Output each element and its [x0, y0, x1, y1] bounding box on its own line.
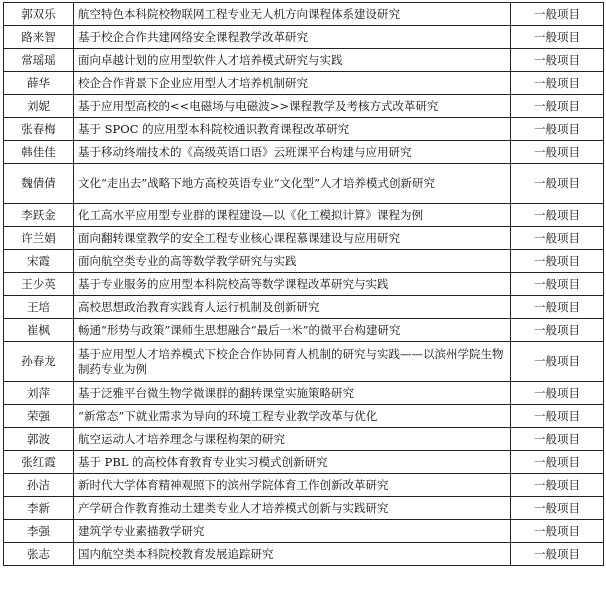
project-category-cell: 一般项目: [511, 227, 604, 250]
table-row: [4, 405, 604, 428]
project-category-cell: 一般项目: [511, 474, 604, 497]
table-row: [4, 49, 604, 72]
project-category-cell: 一般项目: [511, 204, 604, 227]
project-title-cell: 基于应用型高校的<<电磁场与电磁波>>课程教学及考核方式改革研究: [74, 95, 511, 118]
table-row: [4, 72, 604, 95]
project-title-cell: 产学研合作教育推动土建类专业人才培养模式创新与实践研究: [74, 497, 511, 520]
project-title-cell: 新时代大学体育精神观照下的滨州学院体育工作创新改革研究: [74, 474, 511, 497]
table-row: [4, 204, 604, 227]
project-title-cell: 文化“走出去”战略下地方高校英语专业“文化型”人才培养模式创新研究: [74, 164, 511, 204]
project-title-cell: 航空运动人才培养理念与课程构架的研究: [74, 428, 511, 451]
project-category-cell: 一般项目: [511, 273, 604, 296]
applicant-name-cell: 张志: [4, 543, 74, 566]
project-title-cell: 基于 SPOC 的应用型本科院校通识教育课程改革研究: [74, 118, 511, 141]
project-title-cell: 基于泛雅平台微生物学微课群的翻转课堂实施策略研究: [74, 382, 511, 405]
applicant-name-cell: 郭双乐: [4, 3, 74, 26]
project-title-cell: 面向卓越计划的应用型软件人才培养模式研究与实践: [74, 49, 511, 72]
project-title-cell: 基于专业服务的应用型本科院校高等数学课程改革研究与实践: [74, 273, 511, 296]
applicant-name-cell: 李新: [4, 497, 74, 520]
table-row: [4, 520, 604, 543]
project-title-cell: 化工高水平应用型专业群的课程建设—以《化工模拟计算》课程为例: [74, 204, 511, 227]
project-title-cell: 面向航空类专业的高等数学教学研究与实践: [74, 250, 511, 273]
project-category-cell: 一般项目: [511, 3, 604, 26]
table-row: [4, 3, 604, 26]
table-row: [4, 497, 604, 520]
applicant-name-cell: 韩佳佳: [4, 141, 74, 164]
applicant-name-cell: 魏倩倩: [4, 164, 74, 204]
table-row: [4, 227, 604, 250]
applicant-name-cell: 常瑶瑶: [4, 49, 74, 72]
table-row: [4, 164, 604, 204]
table-row: [4, 141, 604, 164]
project-category-cell: 一般项目: [511, 296, 604, 319]
project-category-cell: 一般项目: [511, 118, 604, 141]
applicant-name-cell: 李强: [4, 520, 74, 543]
applicant-name-cell: 孙春龙: [4, 342, 74, 382]
applicant-name-cell: 王培: [4, 296, 74, 319]
applicant-name-cell: 王少英: [4, 273, 74, 296]
table-row: [4, 451, 604, 474]
applicant-name-cell: 郭波: [4, 428, 74, 451]
applicant-name-cell: 张红霞: [4, 451, 74, 474]
project-category-cell: 一般项目: [511, 141, 604, 164]
project-title-cell: 面向翻转课堂教学的安全工程专业核心课程慕课建设与应用研究: [74, 227, 511, 250]
applicant-name-cell: 刘妮: [4, 95, 74, 118]
table-row: [4, 342, 604, 382]
table-row: [4, 273, 604, 296]
project-category-cell: 一般项目: [511, 451, 604, 474]
applicant-name-cell: 薛华: [4, 72, 74, 95]
project-category-cell: 一般项目: [511, 382, 604, 405]
project-category-cell: 一般项目: [511, 342, 604, 382]
applicant-name-cell: 孙洁: [4, 474, 74, 497]
project-category-cell: 一般项目: [511, 26, 604, 49]
project-category-cell: 一般项目: [511, 319, 604, 342]
project-title-cell: 航空特色本科院校物联网工程专业无人机方向课程体系建设研究: [74, 3, 511, 26]
project-title-cell: 基于移动终端技术的《高级英语口语》云班课平台构建与应用研究: [74, 141, 511, 164]
project-title-cell: 国内航空类本科院校教育发展追踪研究: [74, 543, 511, 566]
applicant-name-cell: 许兰娟: [4, 227, 74, 250]
applicant-name-cell: 崔枫: [4, 319, 74, 342]
table-row: [4, 474, 604, 497]
project-table-body: [4, 3, 604, 566]
applicant-name-cell: 张春梅: [4, 118, 74, 141]
table-row: [4, 118, 604, 141]
table-row: [4, 250, 604, 273]
project-title-cell: 校企合作背景下企业应用型人才培养机制研究: [74, 72, 511, 95]
project-title-cell: 基于应用型人才培养模式下校企合作协同育人机制的研究与实践——以滨州学院生物制药专业为例: [74, 342, 511, 382]
table-row: [4, 543, 604, 566]
project-category-cell: 一般项目: [511, 405, 604, 428]
project-title-cell: 畅通“形势与政策”课师生思想融合“最后一米”的微平台构建研究: [74, 319, 511, 342]
project-title-cell: 基于校企合作共建网络安全课程教学改革研究: [74, 26, 511, 49]
project-category-cell: 一般项目: [511, 164, 604, 204]
project-title-cell: 基于 PBL 的高校体育教育专业实习模式创新研究: [74, 451, 511, 474]
applicant-name-cell: 刘萍: [4, 382, 74, 405]
applicant-name-cell: 路来智: [4, 26, 74, 49]
table-row: [4, 428, 604, 451]
applicant-name-cell: 荣强: [4, 405, 74, 428]
applicant-name-cell: 李跃金: [4, 204, 74, 227]
project-category-cell: 一般项目: [511, 250, 604, 273]
project-category-cell: 一般项目: [511, 72, 604, 95]
table-row: [4, 382, 604, 405]
project-category-cell: 一般项目: [511, 497, 604, 520]
project-title-cell: 高校思想政治教育实践育人运行机制及创新研究: [74, 296, 511, 319]
project-category-cell: 一般项目: [511, 95, 604, 118]
table-row: [4, 319, 604, 342]
project-title-cell: 建筑学专业素描教学研究: [74, 520, 511, 543]
table-row: [4, 296, 604, 319]
project-table: [3, 2, 604, 566]
table-row: [4, 95, 604, 118]
project-category-cell: 一般项目: [511, 543, 604, 566]
project-category-cell: 一般项目: [511, 428, 604, 451]
project-category-cell: 一般项目: [511, 49, 604, 72]
applicant-name-cell: 宋霞: [4, 250, 74, 273]
table-row: [4, 26, 604, 49]
project-category-cell: 一般项目: [511, 520, 604, 543]
project-title-cell: “新常态”下就业需求为导向的环境工程专业教学改革与优化: [74, 405, 511, 428]
